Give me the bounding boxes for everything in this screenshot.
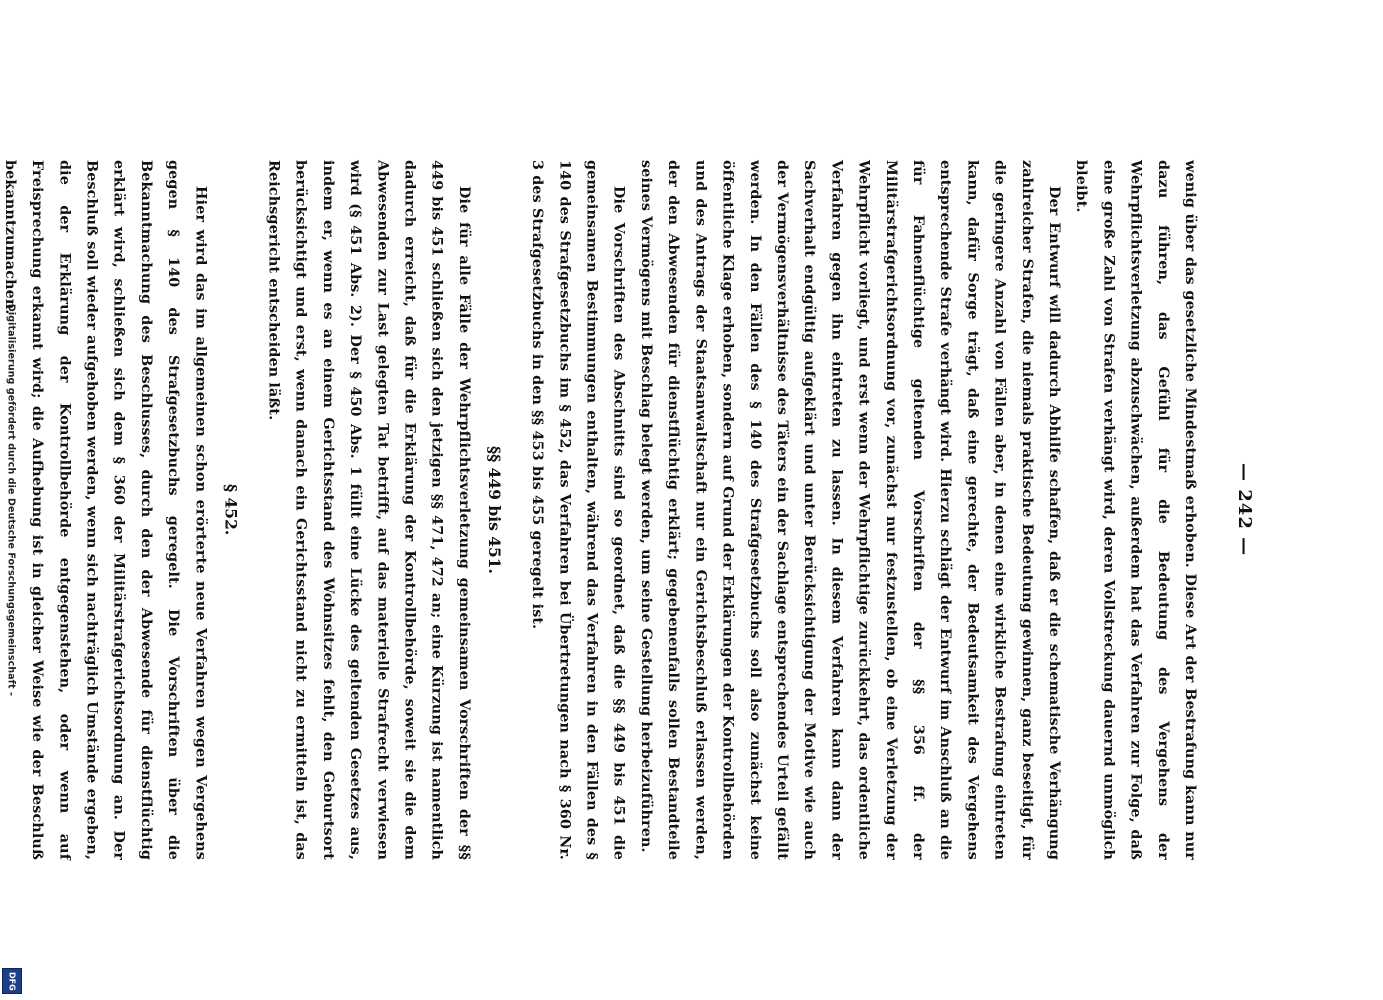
credit-text: Digitalisierung gefördert durch die Deutsche Forschungsgemeinschaft - <box>5 303 17 697</box>
section-heading: §§ 449 bis 451. <box>484 446 504 574</box>
paragraph: Der Entwurf will dadurch Abhilfe schaffen, daß er die schematische Verhängung zahlreicher Strafen, die niemals praktische Bedeutung gewinnen, ganz beseitigt, für die geringere Anzahl von Fällen aber, in denen eine wirkliche Bestrafung eintreten kann, dafür Sorge trägt, daß eine gerechte, der Bedeutsamkeit des Vergehens entsprechende Strafe verhängt wird. Hierzu schlägt der Entwurf im Anschluß an die für Fahnenflüchtige geltenden Vorschriften der §§ 356 ff. der Militärstrafgerichtsordnung vor, zunächst nur festzustellen, ob eine Verletzung der Wehrpflicht vorliegt, und erst wenn der Wehrpflichtige zurückkehrt, das ordentliche Verfahren gegen ihn eintreten zu lassen. In diesem Verfahren kann dann der Sachverhalt endgültig aufgeklärt und unter Berücksichtigung der Motive wie auch der Vermögensverhältnisse des Täters ein der Sachlage entsprechendes Urteil gefällt werden. In den Fällen des § 140 des Strafgesetzbuchs soll also zunächst keine öffentliche Klage erhoben, sondern auf Grund der Erklärungen der Kontrollbehörden und des Antrags der Staatsanwaltschaft nur ein Gerichtsbeschluß erlassen werden, der den Abwesenden für dienstflüchtig erklärt; gegebenenfalls sollen Bestandteile seines Vermögens mit Beschlag belegt werden, um seine Gestellung herbeizuführen. <box>637 160 1062 860</box>
page-number: — 242 — <box>1234 463 1255 557</box>
paragraph: Die Vorschriften des Abschnitts sind so geordnet, daß die §§ 449 bis 451 die gemeinsamen Bestimmungen enthalten, während das Verfahren in den Fällen des § 140 des Strafgesetzbuchs im § 452, das Verfahren bei Übertretungen nach § 360 Nr. 3 des Strafgesetzbuchs in den §§ 453 bis 455 geregelt ist. <box>529 160 627 860</box>
section-heading: § 452. <box>221 484 241 536</box>
dfg-logo: DFG <box>2 968 22 994</box>
paragraph: Hier wird das im allgemeinen schon erörterte neue Verfahren wegen Vergehens gegen § 140 des Strafgesetzbuchs geregelt. Die Vorschriften über die Bekanntmachung des Beschlusses, durch den der Abwesende für dienstflüchtig erklärt wird, schließen sich dem § 360 der Militärstrafgerichtsordnung an. Der Beschluß soll wieder aufgehoben werden, wenn sich nachträglich Umstände ergeben, die der Erklärung der Kontrollbehörde entgegenstehen, oder wenn auf Freisprechung erkannt wird; die Aufhebung ist in gleicher Weise wie der Beschluß bekanntzumachen. <box>1 160 209 860</box>
paragraph: wenig über das gesetzliche Mindestmaß erhoben. Diese Art der Bestrafung kann nur dazu führen, das Gefühl für die Bedeutung des Vergehens der Wehrpflichtsverletzung abzuschwächen, außerdem hat das Verfahren zur Folge, daß eine große Zahl von Strafen verhängt wird, deren Vollstreckung dauernd unmöglich bleibt. <box>1073 160 1198 860</box>
paragraph: Die für alle Fälle der Wehrpflichtsverletzung gemeinsamen Vorschriften der §§ 449 bis 451 schließen sich den jetzigen §§ 471, 472 an; eine Kürzung ist namentlich dadurch erreicht, daß für die Erklärung der Kontrollbehörde, soweit sie die dem Abwesenden zur Last gelegten Tat betrifft, auf das materielle Strafrecht verwiesen wird (§ 451 Abs. 2). Der § 450 Abs. 1 füllt eine Lücke des geltenden Gesetzes aus, indem er, wenn es an einem Gerichtsstand des Wohnsitzes fehlt, den Geburtsort berücksichtigt und erst, wenn danach ein Gerichtsstand nicht zu ermitteln ist, das Reichsgericht entscheiden läßt. <box>265 160 472 860</box>
